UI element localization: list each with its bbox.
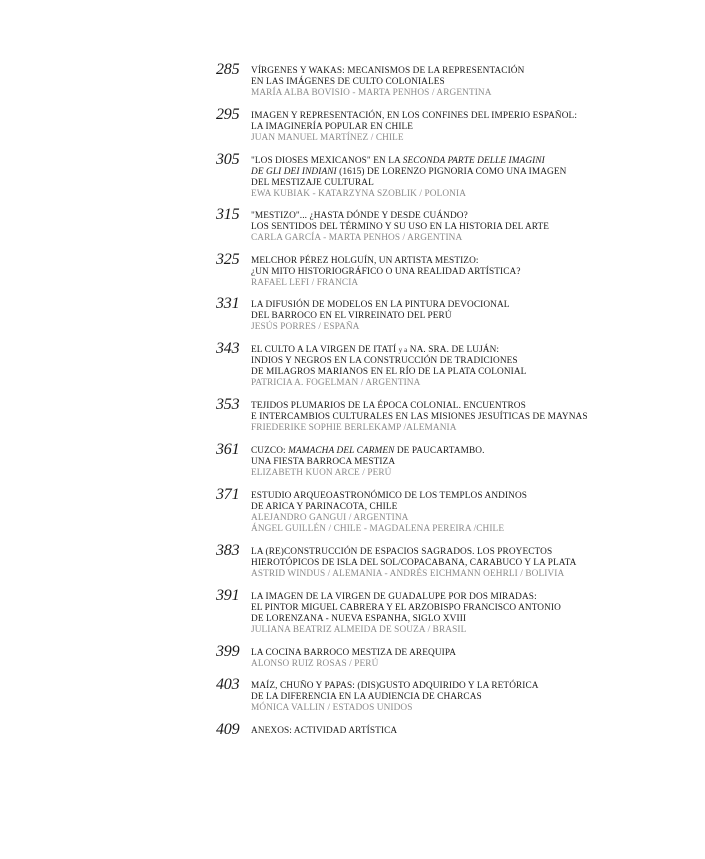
entry-authors: RAFAEL LEFI / FRANCIA — [251, 278, 359, 288]
entry-title-line: INDIOS Y NEGROS EN LA CONSTRUCCIÓN DE TRADICIONES — [251, 356, 518, 366]
page-number: 361 — [216, 441, 240, 458]
entry-title-line: MELCHOR PÉREZ HOLGUÍN, UN ARTISTA MESTIZO: — [251, 256, 479, 266]
title-text: EL CULTO A LA VIRGEN DE ITATÍ — [251, 345, 399, 355]
entry-body — [251, 491, 527, 535]
entry-title-line: LA COCINA BARROCO MESTIZA DE AREQUIPA — [251, 648, 457, 658]
entry-authors: JESÚS PORRES / ESPAÑA — [251, 322, 360, 332]
entry-authors: JULIANA BEATRIZ ALMEIDA DE SOUZA / BRASIL — [251, 625, 467, 635]
page-number: 305 — [216, 151, 240, 168]
page-number: 285 — [216, 61, 240, 78]
entry-title-line: DEL MESTIZAJE CULTURAL — [251, 178, 374, 188]
entry-title-line: LA DIFUSIÓN DE MODELOS EN LA PINTURA DEVOCIONAL — [251, 300, 510, 310]
entry-body — [251, 446, 485, 479]
entry-title-line — [251, 156, 566, 167]
entry-body — [251, 211, 549, 244]
entry-body — [251, 648, 456, 670]
entry-authors: FRIEDERIKE SOPHIE BERLEKAMP /ALEMANIA — [251, 423, 457, 433]
entry-title-line: IMAGEN Y REPRESENTACIÓN, EN LOS CONFINES DEL IMPERIO ESPAÑOL: — [251, 111, 578, 121]
entry-title-line: LA IMAGEN DE LA VIRGEN DE GUADALUPE POR DOS MIRADAS: — [251, 592, 537, 602]
entry-title-line: VÍRGENES Y WAKAS: MECANISMOS DE LA REPRESENTACIÓN — [251, 66, 525, 76]
entry-authors: ÁNGEL GUILLÉN / CHILE - MAGDALENA PEREIRA /CHILE — [251, 524, 505, 534]
entry-body — [251, 592, 561, 636]
entry-title-line: "MESTIZO"... ¿HASTA DÓNDE Y DESDE CUÁNDO? — [251, 211, 468, 221]
entry-title-line: LA (RE)CONSTRUCCIÓN DE ESPACIOS SAGRADOS. LOS PROYECTOS — [251, 547, 553, 557]
entry-body — [251, 111, 577, 144]
entry-title-line: DE LORENZANA - NUEVA ESPANHA, SIGLO XVIII — [251, 614, 467, 624]
entry-title-line — [251, 167, 566, 178]
entry-title-line: DE ARICA Y PARINACOTA, CHILE — [251, 502, 398, 512]
page-number: 295 — [216, 106, 240, 123]
entry-title-line: ¿UN MITO HISTORIOGRÁFICO O UNA REALIDAD ARTÍSTICA? — [251, 267, 521, 277]
entry-title-line: DEL BARROCO EN EL VIRREINATO DEL PERÚ — [251, 311, 452, 321]
page-number: 391 — [216, 587, 240, 604]
entry-body — [251, 156, 566, 200]
page-number: 343 — [216, 340, 240, 357]
page-number: 315 — [216, 206, 240, 223]
title-italic-text: MAMACHA DEL CARMEN — [288, 446, 395, 456]
entry-body — [251, 256, 521, 289]
title-text: CUZCO: — [251, 446, 289, 456]
entry-body — [251, 681, 539, 714]
page-number: 399 — [216, 643, 240, 660]
entry-authors: MARÍA ALBA BOVISIO - MARTA PENHOS / ARGENTINA — [251, 88, 492, 98]
page-number: 409 — [216, 721, 240, 738]
entry-title-line: EN LAS IMÁGENES DE CULTO COLONIALES — [251, 77, 445, 87]
entry-title-line: LA IMAGINERÍA POPULAR EN CHILE — [251, 122, 414, 132]
entry-title-line — [251, 345, 526, 356]
entry-authors: EWA KUBIAK - KATARZYNA SZOBLIK / POLONIA — [251, 189, 467, 199]
entry-title-line: UNA FIESTA BARROCA MESTIZA — [251, 457, 396, 467]
entry-authors: PATRICIA A. FOGELMAN / ARGENTINA — [251, 378, 421, 388]
entry-title-line: HIEROTÓPICOS DE ISLA DEL SOL/COPACABANA, CARABUCO Y LA PLATA — [251, 558, 577, 568]
entry-authors: JUAN MANUEL MARTÍNEZ / CHILE — [251, 133, 404, 143]
entry-title-line: LOS SENTIDOS DEL TÉRMINO Y SU USO EN LA HISTORIA DEL ARTE — [251, 222, 550, 232]
entry-title-line: E INTERCAMBIOS CULTURALES EN LAS MISIONES JESUÍTICAS DE MAYNAS — [251, 412, 588, 422]
entry-title-line — [251, 446, 485, 457]
entry-authors: MÓNICA VALLIN / ESTADOS UNIDOS — [251, 703, 413, 713]
title-text: "LOS DIOSES MEXICANOS" EN LA — [251, 156, 403, 166]
title-text: NA. SRA. DE LUJÁN: — [407, 345, 500, 355]
entry-body — [251, 300, 510, 333]
entry-body — [251, 401, 588, 434]
entry-title-line: DE LA DIFERENCIA EN LA AUDIENCIA DE CHARCAS — [251, 692, 482, 702]
title-italic-text: SECONDA PARTE DELLE IMAGINI — [402, 156, 545, 166]
page-number: 403 — [216, 676, 240, 693]
entry-authors: ALONSO RUIZ ROSAS / PERÚ — [251, 659, 379, 669]
page-number: 371 — [216, 486, 240, 503]
page-number: 383 — [216, 542, 240, 559]
entry-body — [251, 547, 576, 580]
title-small-text: y a — [398, 346, 408, 354]
entry-body — [251, 726, 397, 737]
page-number: 325 — [216, 251, 240, 268]
page-number: 353 — [216, 396, 240, 413]
title-text: DE PAUCARTAMBO. — [394, 446, 485, 456]
entry-body — [251, 66, 524, 99]
entry-title-line: EL PINTOR MIGUEL CABRERA Y EL ARZOBISPO FRANCISCO ANTONIO — [251, 603, 561, 613]
entry-title-line: TEJIDOS PLUMARIOS DE LA ÉPOCA COLONIAL. ENCUENTROS — [251, 401, 526, 411]
entry-title-line: ESTUDIO ARQUEOASTRONÓMICO DE LOS TEMPLOS ANDINOS — [251, 491, 528, 501]
entry-authors: ALEJANDRO GANGUI / ARGENTINA — [251, 513, 409, 523]
title-italic-text: DE GLI DEI INDIANI — [251, 167, 337, 177]
entry-authors: CARLA GARCÍA - MARTA PENHOS / ARGENTINA — [251, 233, 463, 243]
title-text: (1615) DE LORENZO PIGNORIA COMO UNA IMAGEN — [336, 167, 567, 177]
entry-body — [251, 345, 526, 389]
entry-title-line: ANEXOS: ACTIVIDAD ARTÍSTICA — [251, 726, 398, 736]
entry-authors: ELIZABETH KUON ARCE / PERÚ — [251, 468, 392, 478]
entry-title-line: DE MILAGROS MARIANOS EN EL RÍO DE LA PLATA COLONIAL — [251, 367, 527, 377]
entry-authors: ASTRID WINDUS / ALEMANIA - ANDRÉS EICHMANN OEHRLI / BOLIVIA — [251, 569, 565, 579]
entry-title-line: MAÍZ, CHUÑO Y PAPAS: (DIS)GUSTO ADQUIRIDO Y LA RETÓRICA — [251, 681, 539, 691]
page-number: 331 — [216, 295, 240, 312]
